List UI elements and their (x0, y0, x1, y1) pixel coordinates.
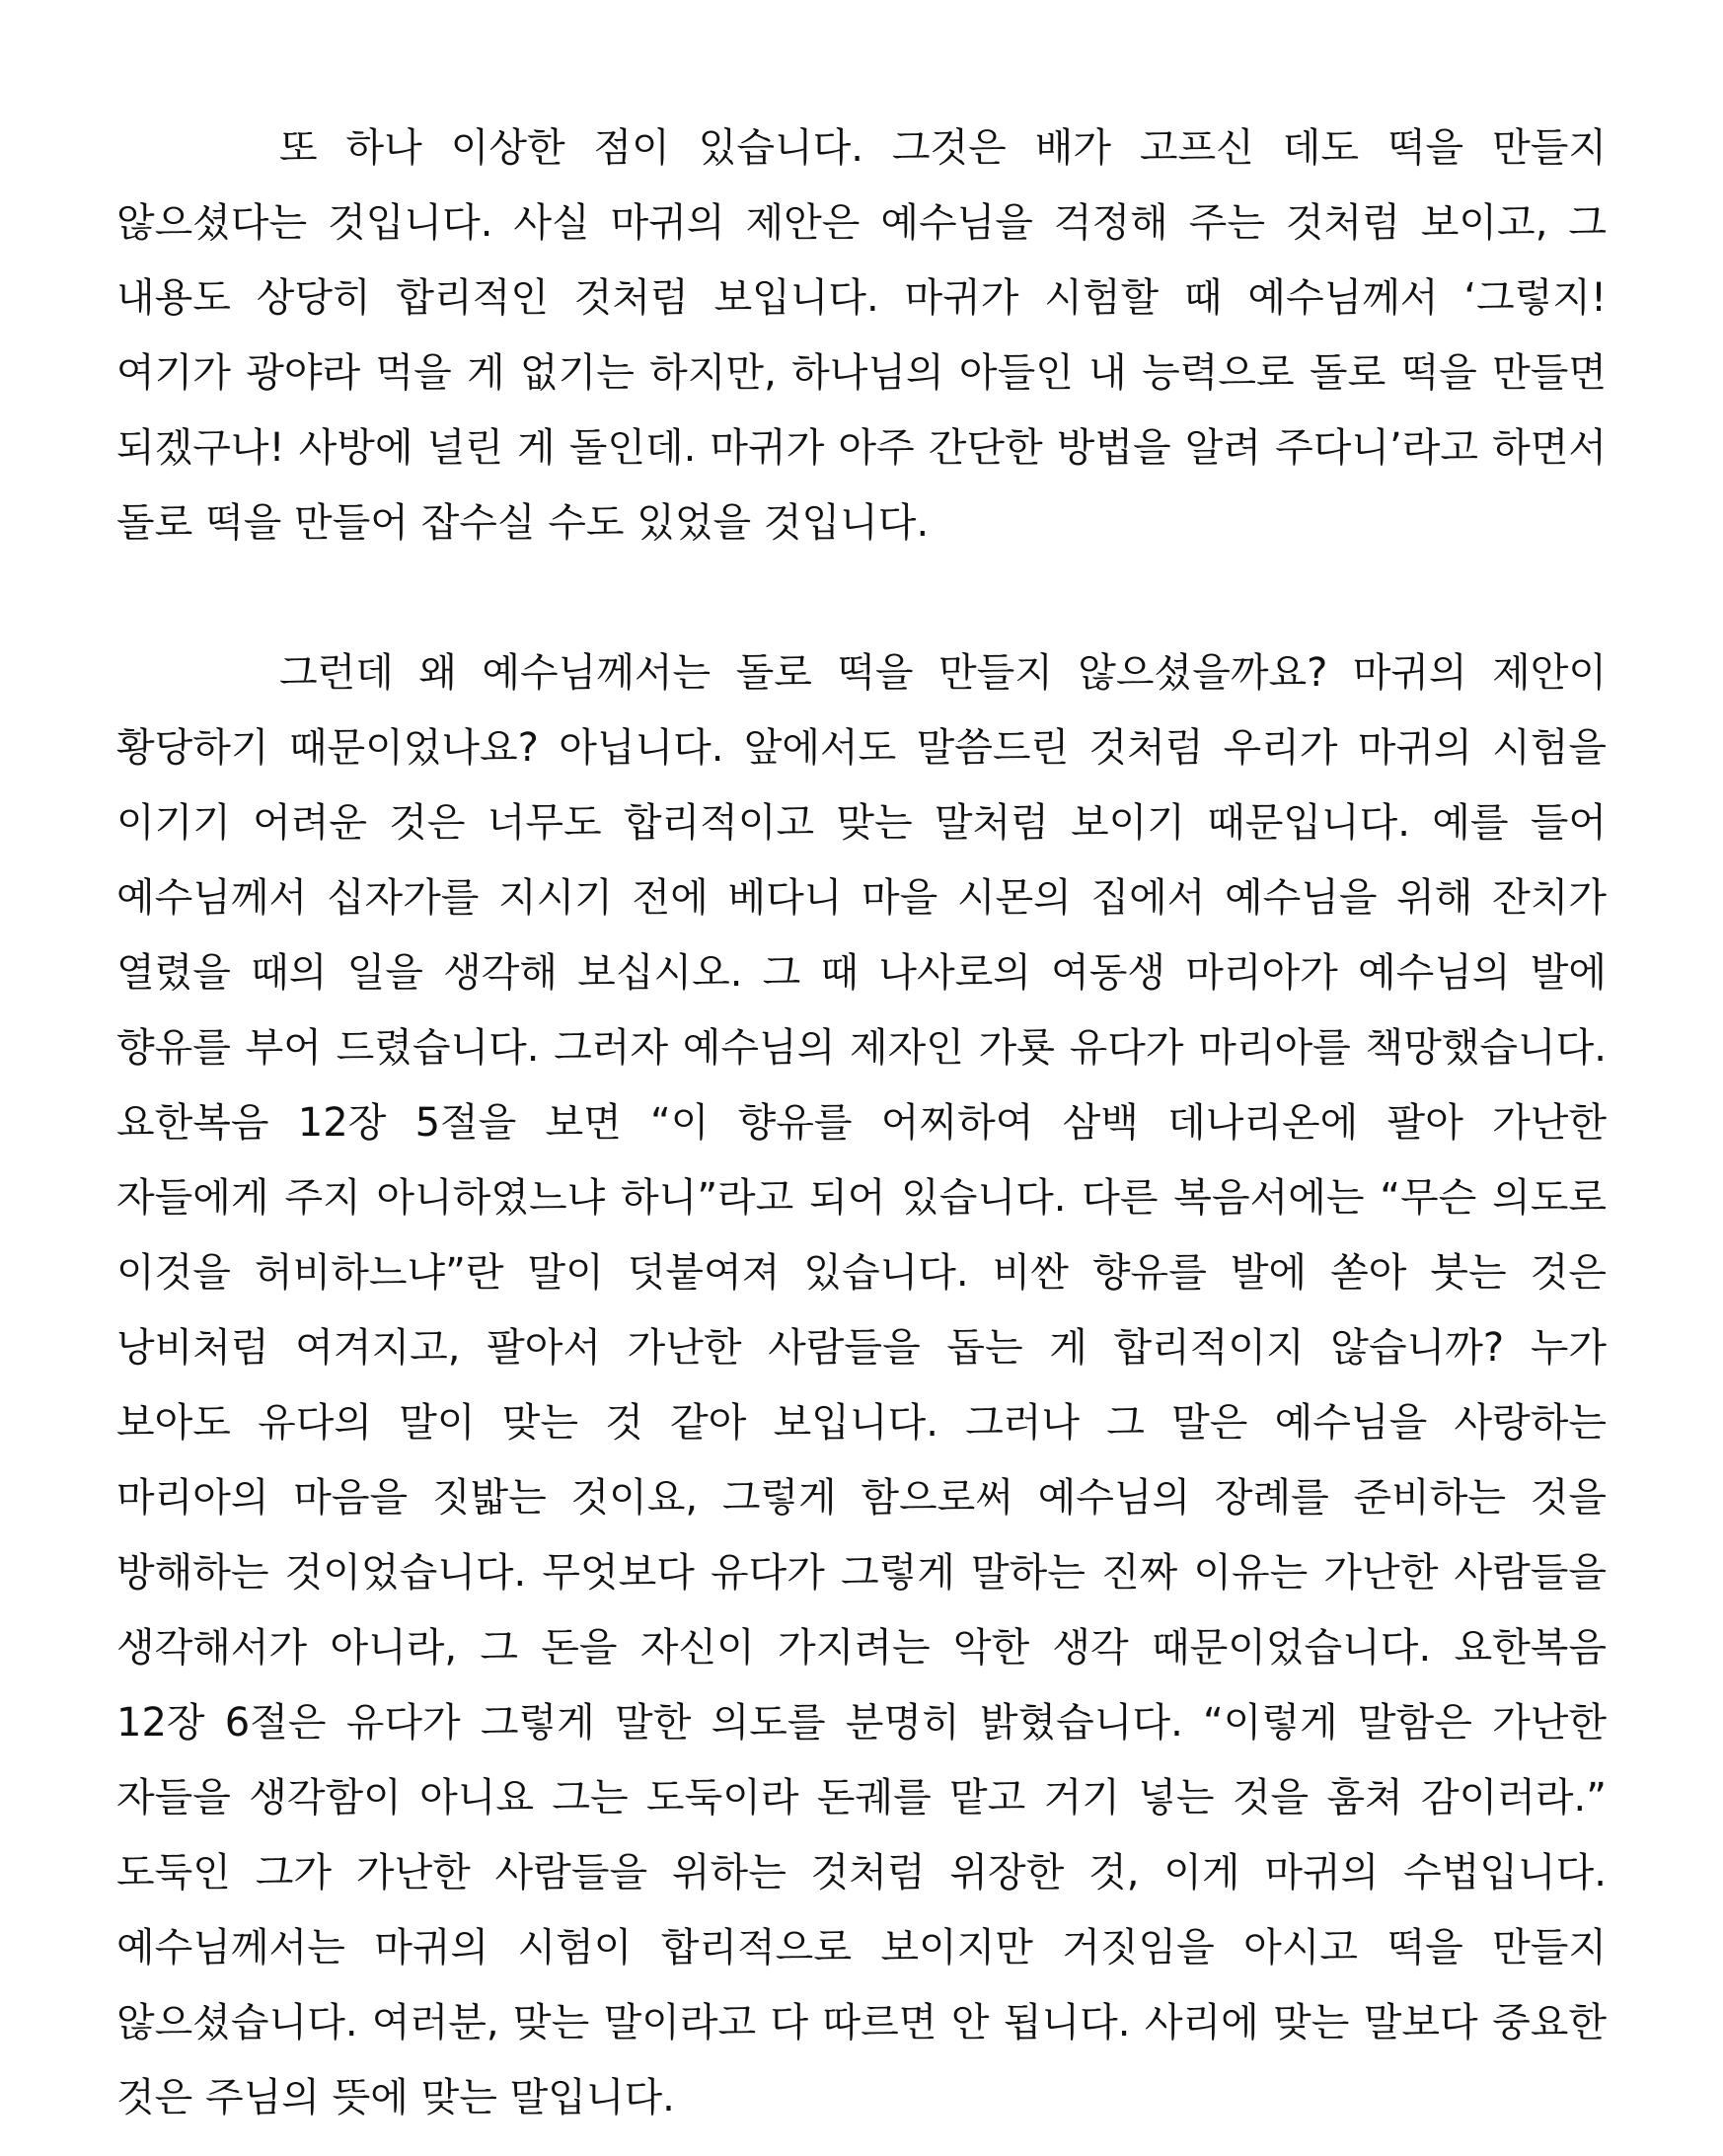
paragraph-2: 그런데 왜 예수님께서는 돌로 떡을 만들지 않으셨을까요? 마귀의 제안이 황당하기 때문이었나요? 아닙니다. 앞에서도 말씀드린 것처럼 우리가 마귀의 시험을 이기기 어려운 것은 너무도 합리적이고 맞는 말처럼 보이기 때문입니다. 예를 들어 예수님께서 십자가를 지시기 전에 베다니 마을 시몬의 집에서 예수님을 위해 잔치가 열렸을 때의 일을 생각해 보십시오. 그 때 나사로의 여동생 마리아가 예수님의 발에 향유를 부어 드렸습니다. 그러자 예수님의 제자인 가룟 유다가 마리아를 책망했습니다. 요한복음 12장 5절을 보면 “이 향유를 어찌하여 삼백 데나리온에 팔아 가난한 자들에게 주지 아니하였느냐 하니”라고 되어 있습니다. 다른 복음서에는 “무슨 의도로 이것을 허비하느냐”란 말이 덧붙여져 있습니다. 비싼 향유를 발에 쏟아 붓는 것은 낭비처럼 여겨지고, 팔아서 가난한 사람들을 돕는 게 합리적이지 않습니까? 누가 보아도 유다의 말이 맞는 것 같아 보입니다. 그러나 그 말은 예수님을 사랑하는 마리아의 마음을 짓밟는 것이요, 그렇게 함으로써 예수님의 장례를 준비하는 것을 방해하는 것이었습니다. 무엇보다 유다가 그렇게 말하는 진짜 이유는 가난한 사람들을 생각해서가 아니라, 그 돈을 자신이 가지려는 악한 생각 때문이었습니다. 요한복음 12장 6절은 유다가 그렇게 말한 의도를 분명히 밝혔습니다. “이렇게 말함은 가난한 자들을 생각함이 아니요 그는 도둑이라 돈궤를 맡고 거기 넣는 것을 훔쳐 감이러라.” 도둑인 그가 가난한 사람들을 위하는 것처럼 위장한 것, 이게 마귀의 수법입니다. 예수님께서는 마귀의 시험이 합리적으로 보이지만 거짓임을 아시고 떡을 만들지 않으셨습니다. 여러분, 맞는 말이라고 다 따르면 안 됩니다. 사리에 맞는 말보다 중요한 것은 주님의 뜻에 맞는 말입니다. (116, 650, 1607, 2120)
paragraph-1: 또 하나 이상한 점이 있습니다. 그것은 배가 고프신 데도 떡을 만들지 않으셨다는 것입니다. 사실 마귀의 제안은 예수님을 걱정해 주는 것처럼 보이고, 그 내용도 상당히 합리적인 것처럼 보입니다. 마귀가 시험할 때 예수님께서 ‘그렇지! 여기가 광야라 먹을 게 없기는 하지만, 하나님의 아들인 내 능력으로 돌로 떡을 만들면 되겠구나! 사방에 널린 게 돌인데. 마귀가 아주 간단한 방법을 알려 주다니’라고 하면서 돌로 떡을 만들어 잡수실 수도 있었을 것입니다. (116, 125, 1607, 546)
document-page (116, 111, 1607, 2135)
